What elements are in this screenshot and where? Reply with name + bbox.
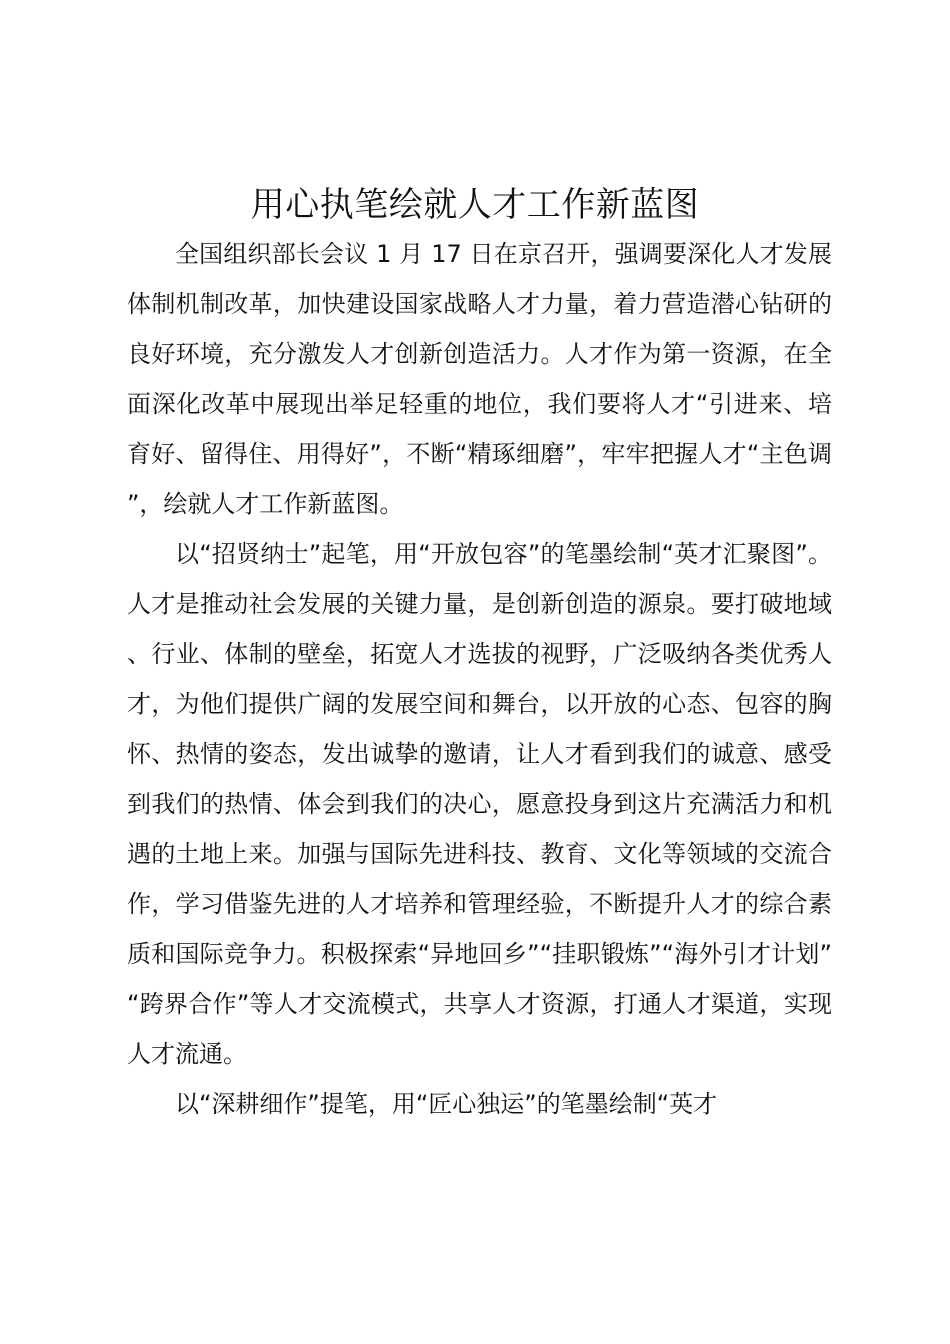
document-body: [127, 229, 832, 1129]
paragraph-1: 全国组织部长会议 1 月 17 日在京召开，强调要深化人才发展体制机制改革，加快建设国家战略人才力量，着力营造潜心钻研的良好环境，充分激发人才创新创造活力。人才作为第一资源，在全面深化改革中展现出举足轻重的地位，我们要将人才“引进来、培育好、留得住、用得好”，不断“精琢细磨”，牢牢把握人才“主色调”，绘就人才工作新蓝图。: [127, 240, 832, 518]
paragraph-2: 以“招贤纳士”起笔，用“开放包容”的笔墨绘制“英才汇聚图”。人才是推动社会发展的关键力量，是创新创造的源泉。要打破地域、行业、体制的壁垒，拓宽人才选拔的视野，广泛吸纳各类优秀人才，为他们提供广阔的发展空间和舞台，以开放的心态、包容的胸怀、热情的姿态，发出诚挚的邀请，让人才看到我们的诚意、感受到我们的热情、体会到我们的决心，愿意投身到这片充满活力和机遇的土地上来。加强与国际先进科技、教育、文化等领域的交流合作，学习借鉴先进的人才培养和管理经验，不断提升人才的综合素质和国际竞争力。积极探索“异地回乡”“挂职锻炼”“海外引才计划”“跨界合作”等人才交流模式，共享人才资源，打通人才渠道，实现人才流通。: [127, 540, 832, 1068]
document-title: 用心执笔绘就人才工作新蓝图: [250, 185, 700, 225]
paragraph-3: 以“深耕细作”提笔，用“匠心独运”的笔墨绘制“英才: [175, 1090, 718, 1118]
